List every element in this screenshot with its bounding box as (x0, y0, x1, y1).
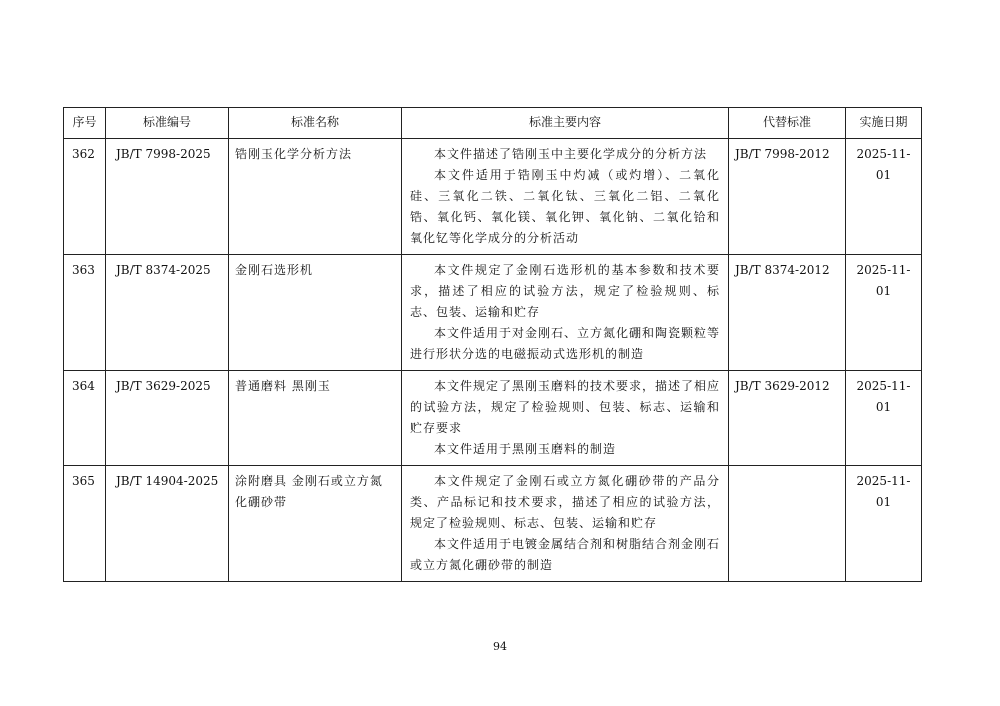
header-row (64, 108, 922, 139)
content-paragraph: 本文件描述了锆刚玉中主要化学成分的分析方法 (434, 147, 708, 161)
row-date: 2025-11-01 (846, 371, 922, 466)
row-replaces: JB/T 8374-2012 (729, 255, 846, 371)
row-name (229, 466, 402, 582)
content-paragraph: 本文件规定了金刚石选形机的基本参数和技术要求，描述了相应的试验方法，规定了检验规则、标志、包装、运输和贮存 (410, 263, 720, 319)
table-row (64, 466, 922, 582)
row-name (229, 139, 402, 255)
table-row (64, 139, 922, 255)
page-number: 94 (493, 640, 507, 653)
row-replaces (729, 466, 846, 582)
row-no: 365 (64, 466, 106, 582)
row-name (229, 255, 402, 371)
table-row (64, 255, 922, 371)
content-paragraph: 本文件适用于黑刚玉磨料的制造 (434, 442, 617, 456)
header-content: 标准主要内容 (402, 108, 729, 139)
content-paragraph: 本文件适用于锆刚玉中灼减（或灼增）、二氧化硅、三氧化二铁、二氧化钛、三氧化二铝、二氧化锆、氧化钙、氧化镁、氧化钾、氧化钠、二氧化铪和氧化钇等化学成分的分析活动 (410, 168, 720, 245)
row-date: 2025-11-01 (846, 466, 922, 582)
row-name (229, 371, 402, 466)
row-name-text: 锆刚玉化学分析方法 (235, 147, 353, 161)
row-code: JB/T 14904-2025 (106, 466, 229, 582)
row-code: JB/T 8374-2025 (106, 255, 229, 371)
row-replaces: JB/T 3629-2012 (729, 371, 846, 466)
row-date: 2025-11-01 (846, 255, 922, 371)
row-content (402, 139, 729, 255)
row-no: 363 (64, 255, 106, 371)
content-paragraph: 本文件适用于电镀金属结合剂和树脂结合剂金刚石或立方氮化硼砂带的制造 (410, 537, 721, 572)
header-code: 标准编号 (106, 108, 229, 139)
content-paragraph: 本文件适用于对金刚石、立方氮化硼和陶瓷颗粒等进行形状分选的电磁振动式选形机的制造 (410, 326, 721, 361)
row-date: 2025-11-01 (846, 139, 922, 255)
row-content (402, 255, 729, 371)
row-name-text: 金刚石选形机 (235, 263, 314, 277)
header-name: 标准名称 (229, 108, 402, 139)
row-name-text: 涂附磨具 金刚石或立方氮化硼砂带 (235, 474, 383, 509)
row-no: 362 (64, 139, 106, 255)
row-content (402, 466, 729, 582)
header-replaces: 代替标准 (729, 108, 846, 139)
row-code: JB/T 7998-2025 (106, 139, 229, 255)
content-paragraph: 本文件规定了金刚石或立方氮化硼砂带的产品分类、产品标记和技术要求，描述了相应的试验方法，规定了检验规则、标志、包装、运输和贮存 (410, 474, 720, 530)
standards-table (63, 107, 922, 582)
row-content (402, 371, 729, 466)
row-name-text: 普通磨料 黑刚玉 (235, 379, 331, 393)
table-row (64, 371, 922, 466)
header-date: 实施日期 (846, 108, 922, 139)
content-paragraph: 本文件规定了黑刚玉磨料的技术要求，描述了相应的试验方法，规定了检验规则、包装、标志、运输和贮存要求 (410, 379, 721, 435)
row-code: JB/T 3629-2025 (106, 371, 229, 466)
row-no: 364 (64, 371, 106, 466)
row-replaces: JB/T 7998-2012 (729, 139, 846, 255)
header-no: 序号 (64, 108, 106, 139)
